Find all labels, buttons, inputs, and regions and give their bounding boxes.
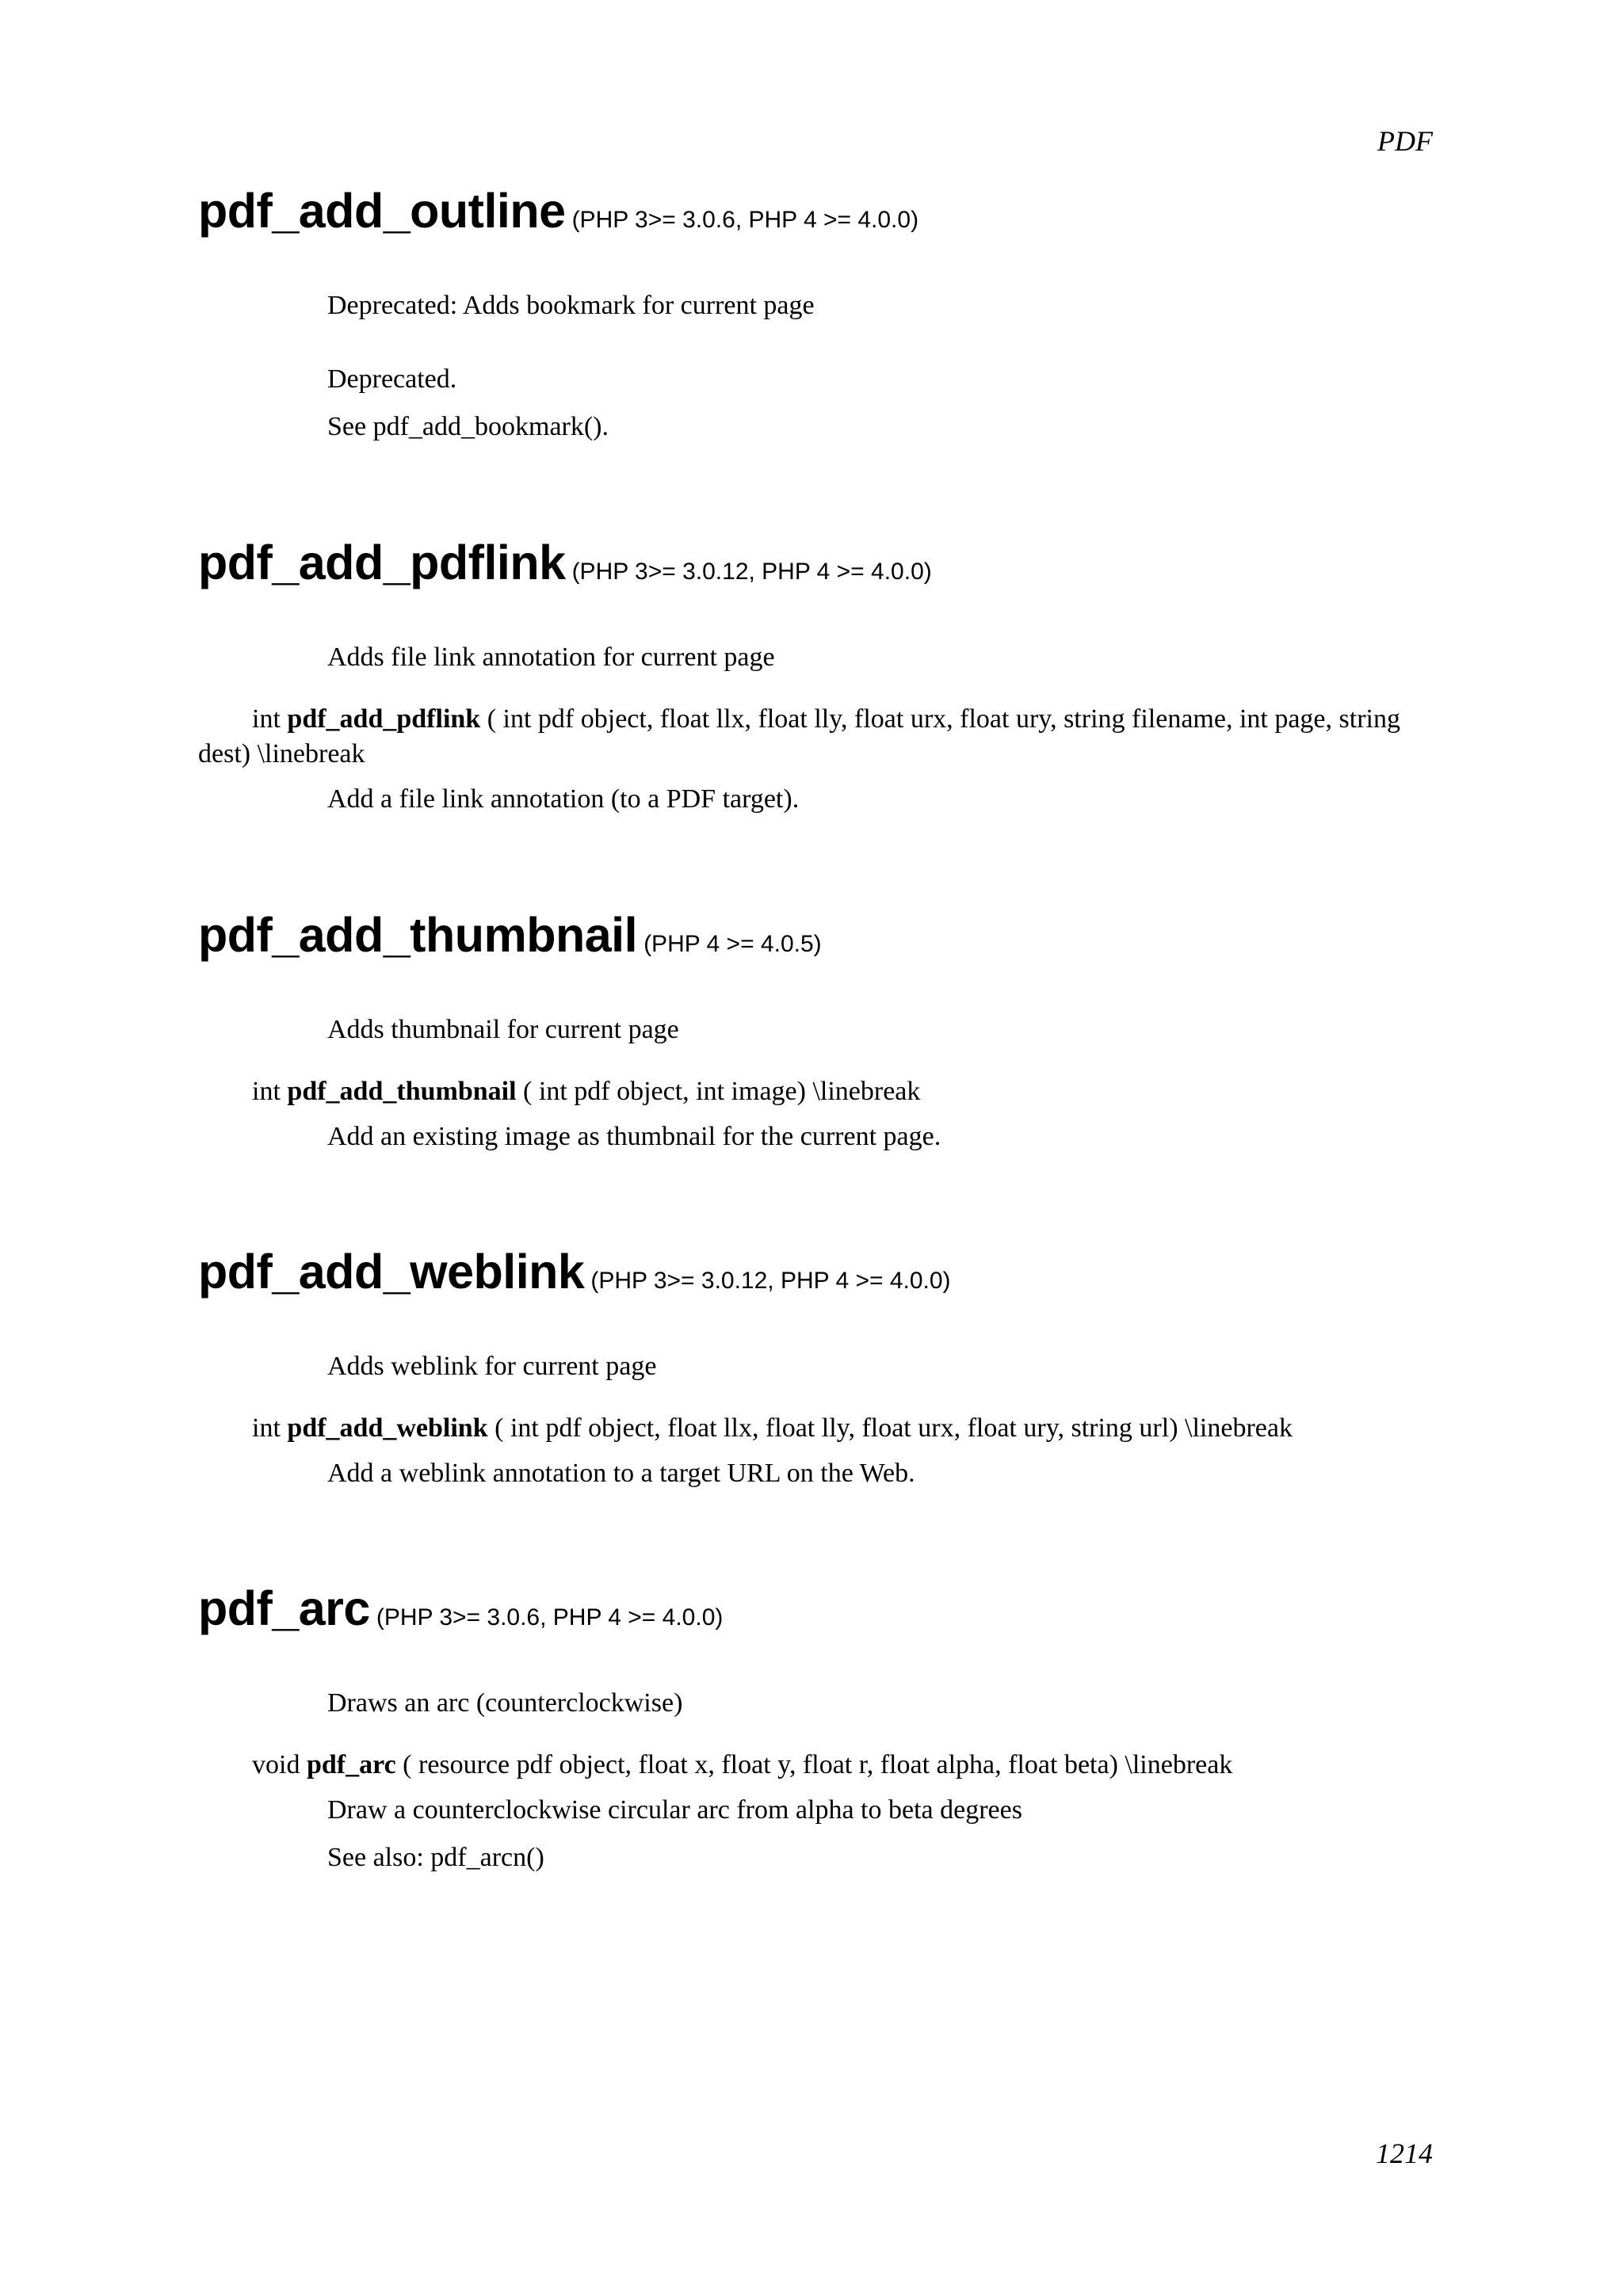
signature-return-type: int (252, 1076, 281, 1106)
entry-pdf-add-pdflink (198, 536, 1433, 816)
signature-function-name: pdf_arc (306, 1749, 396, 1779)
entry-heading (198, 536, 1433, 589)
entry-pdf-add-outline (198, 184, 1433, 444)
signature-function-name: pdf_add_weblink (287, 1413, 488, 1443)
entry-pdf-arc (198, 1581, 1433, 1875)
function-description: Deprecated. (327, 364, 457, 394)
function-description: Add a file link annotation (to a PDF target). (327, 784, 800, 814)
function-signature (198, 1411, 1433, 1446)
function-purpose: Draws an arc (counterclockwise) (327, 1688, 683, 1718)
entry-heading (198, 1245, 1433, 1299)
signature-function-name: pdf_add_pdflink (287, 704, 481, 734)
function-purpose: Adds thumbnail for current page (327, 1015, 679, 1044)
function-signature (198, 1074, 1433, 1109)
signature-parameters: ( int pdf object, int image) \linebreak (523, 1076, 921, 1106)
function-description: Draw a counterclockwise circular arc from alpha to beta degrees (327, 1794, 1022, 1825)
function-version: (PHP 3>= 3.0.6, PHP 4 >= 4.0.0) (376, 1604, 724, 1630)
function-version: (PHP 4 >= 4.0.5) (643, 931, 822, 957)
signature-function-name: pdf_add_thumbnail (287, 1076, 517, 1106)
entry-pdf-add-weblink (198, 1245, 1433, 1490)
signature-parameters: ( int pdf object, float llx, float lly, float urx, float ury, string filename, int page, string dest) \linebreak (198, 704, 1400, 769)
function-name: pdf_add_pdflink (198, 536, 566, 589)
function-purpose: Deprecated: Adds bookmark for current page (327, 291, 815, 320)
function-description: Add an existing image as thumbnail for the current page. (327, 1121, 941, 1151)
function-version: (PHP 3>= 3.0.12, PHP 4 >= 4.0.0) (571, 559, 932, 585)
function-name: pdf_add_thumbnail (198, 908, 638, 962)
function-see-also: See also: pdf_arcn() (327, 1843, 544, 1872)
function-signature (198, 702, 1433, 772)
signature-return-type: void (252, 1749, 300, 1779)
signature-parameters: ( resource pdf object, float x, float y, float r, float alpha, float beta) \linebreak (403, 1749, 1233, 1779)
entry-heading (198, 1581, 1433, 1635)
entry-heading (198, 908, 1433, 962)
function-name: pdf_arc (198, 1581, 370, 1635)
function-version: (PHP 3>= 3.0.12, PHP 4 >= 4.0.0) (590, 1268, 951, 1294)
signature-parameters: ( int pdf object, float llx, float lly, float urx, float ury, string url) \linebreak (495, 1413, 1293, 1443)
function-name: pdf_add_outline (198, 184, 566, 238)
entry-heading (198, 184, 1433, 238)
function-signature (198, 1748, 1433, 1783)
function-name: pdf_add_weblink (198, 1245, 585, 1299)
entry-pdf-add-thumbnail (198, 908, 1433, 1154)
function-purpose: Adds weblink for current page (327, 1352, 657, 1381)
function-description: Add a weblink annotation to a target URL on the Web. (327, 1458, 915, 1488)
function-see-also: See pdf_add_bookmark(). (327, 412, 609, 441)
signature-return-type: int (252, 1413, 281, 1443)
function-purpose: Adds file link annotation for current page (327, 643, 775, 672)
signature-return-type: int (252, 704, 281, 734)
function-version: (PHP 3>= 3.0.6, PHP 4 >= 4.0.0) (571, 207, 919, 233)
running-header: PDF (1377, 125, 1433, 157)
page-number: 1214 (1376, 2138, 1433, 2169)
